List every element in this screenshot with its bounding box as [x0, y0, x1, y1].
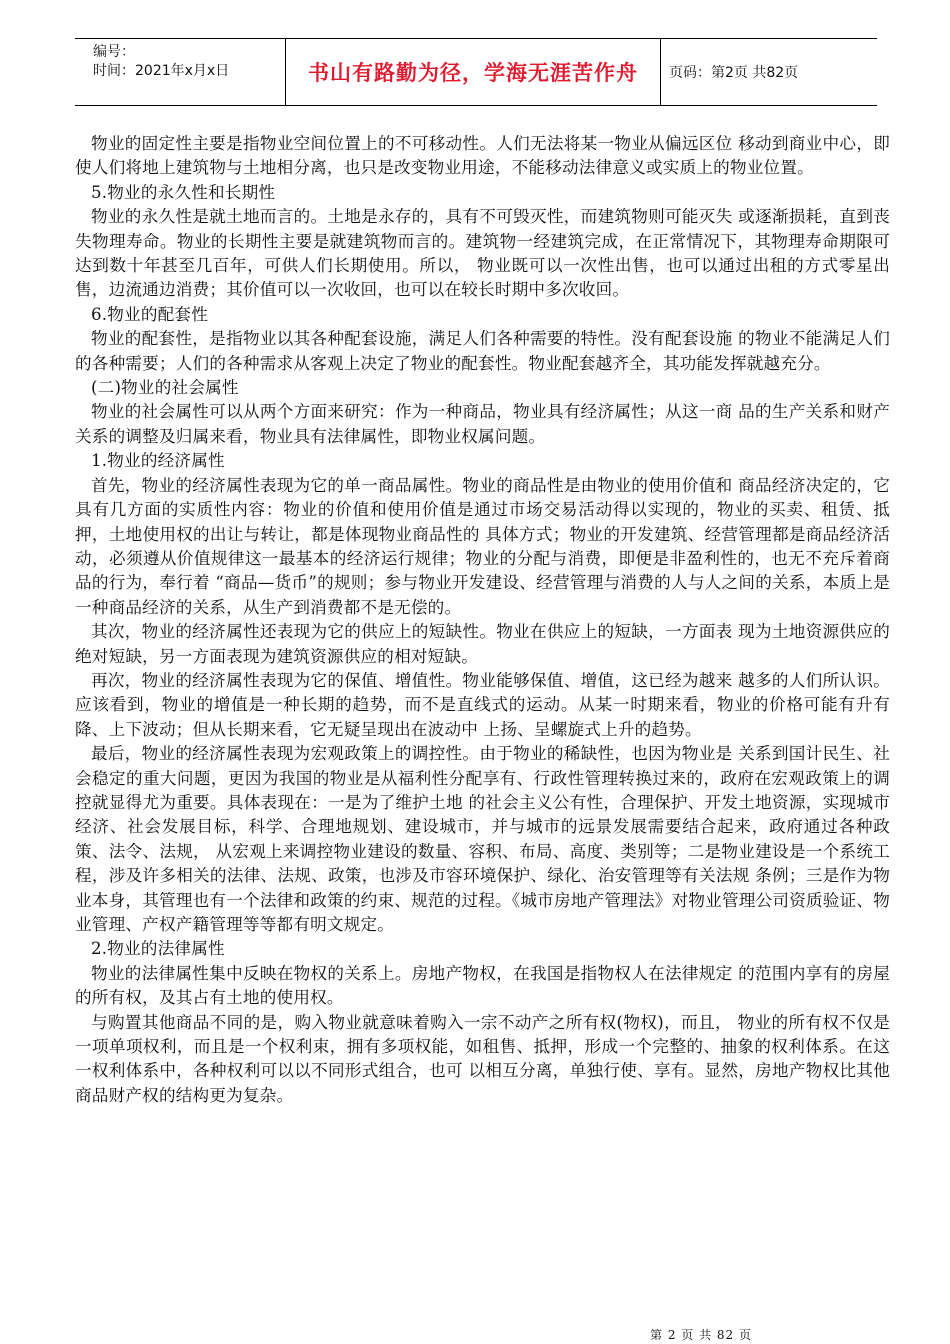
paragraph: 物业的固定性主要是指物业空间位置上的不可移动性。人们无法将某一物业从偏远区位 移动到商业中心，即使人们将地上建筑物与土地相分离，也只是改变物业用途，不能移动法律意义或实质上的物业位置。 [75, 134, 890, 178]
motto: 书山有路勤为径，学海无涯苦作舟 [308, 61, 638, 85]
section-heading: 2.物业的法律属性 [91, 939, 225, 959]
paragraph: 首先，物业的经济属性表现为它的单一商品属性。物业的商品性是由物业的使用价值和 商品经济决定的，它具有几方面的实质性内容：物业的价值和使用价值是通过市场交易活动得以实现的，物业的买卖、租赁、抵押，土地使用权的出让与转让，都是体现物业商品性的 具体方式；物业的开发建筑、经营管理都是商品经济活动，必须遵从价值规律这一最基本的经济运行规律；物业的分配与消费，即便是非盈利性的，也无不充斥着商品的行为，奉行着 “商品—货币”的规则；参与物业开发建设、经营管理与消费的人与人之间的关系，本质上是一种商品经济的关系，从生产到消费都不是无偿的。 [75, 475, 890, 617]
paragraph: 物业的永久性是就土地而言的。土地是永存的，具有不可毁灭性，而建筑物则可能灭失 或逐渐损耗，直到丧失物理寿命。物业的长期性主要是就建筑物而言的。建筑物一经建筑完成，在正常情况下，其物理寿命期限可达到数十年甚至几百年，可供人们长期使用。所以， 物业既可以一次性出售，也可以通过出租的方式零星出售，边流通边消费；其价值可以一次收回，也可以在较长时期中多次收回。 [75, 207, 890, 300]
header-motto-cell [286, 39, 661, 105]
page-header [75, 38, 877, 106]
serial-label: 编号： [93, 44, 135, 60]
page-info: 页码：第2页 共82页 [669, 65, 799, 81]
section-heading: 6.物业的配套性 [91, 304, 208, 324]
paragraph: 物业的法律属性集中反映在物权的关系上。房地产物权，在我国是指物权人在法律规定 的范围内享有的房屋的所有权，及其占有土地的使用权。 [75, 963, 890, 1008]
document-body [75, 132, 890, 1108]
section-heading: 1.物业的经济属性 [91, 451, 225, 471]
paragraph: 物业的配套性，是指物业以其各种配套设施，满足人们各种需要的特性。没有配套设施 的物业不能满足人们的各种需要；人们的各种需求从客观上决定了物业的配套性。物业配套越齐全，其功能发挥就越充分。 [75, 329, 890, 373]
paragraph: 物业的社会属性可以从两个方面来研究：作为一种商品，物业具有经济属性；从这一商 品的生产关系和财产关系的调整及归属来看，物业具有法律属性，即物业权属问题。 [75, 402, 890, 446]
time-label: 时间：2021年x月x日 [93, 63, 230, 79]
section-heading: (二)物业的社会属性 [91, 378, 239, 398]
header-meta [75, 39, 286, 105]
paragraph: 其次，物业的经济属性还表现为它的供应上的短缺性。物业在供应上的短缺，一方面表 现为土地资源供应的绝对短缺，另一方面表现为建筑资源供应的相对短缺。 [75, 622, 890, 666]
paragraph: 与购置其他商品不同的是，购入物业就意味着购入一宗不动产之所有权(物权)，而且， 物业的所有权不仅是一项单项权利，而且是一个权利束，拥有多项权能，如租售、抵押，形成一个完整的、抽象的权利体系。在这一权利体系中，各种权利可以以不同形式组合，也可 以相互分离，单独行使、享有。显然，房地产物权比其他商品财产权的结构更为复杂。 [75, 1012, 890, 1105]
paragraph: 再次，物业的经济属性表现为它的保值、增值性。物业能够保值、增值，这已经为越来 越多的人们所认识。应该看到，物业的增值是一种长期的趋势，而不是直线式的运动。从某一时期来看，物业的价格可能有升有降、上下波动；但从长期来看，它无疑呈现出在波动中 上扬、呈螺旋式上升的趋势。 [75, 670, 890, 739]
page-footer: 第 2 页 共 82 页 [650, 1328, 752, 1342]
paragraph: 最后，物业的经济属性表现为宏观政策上的调控性。由于物业的稀缺性，也因为物业是 关系到国计民生、社会稳定的重大问题，更因为我国的物业是从福利性分配享有、行政性管理转换过来的，政府在宏观政策上的调控就显得尤为重要。具体表现在：一是为了维护土地 的社会主义公有性，合理保护、开发土地资源，实现城市经济、社会发展目标，科学、合理地规划、建设城市，并与城市的远景发展需要结合起来，政府通过各种政策、法令、法规， 从宏观上来调控物业建设的数量、容积、布局、高度、类别等；二是物业建设是一个系统工程，涉及许多相关的法律、法规、政策，也涉及市容环境保护、绿化、治安管理等有关法规 条例；三是作为物业本身，其管理也有一个法律和政策的约束、规范的过程。《城市房地产管理法》对物业管理公司资质验证、物业管理、产权产籍管理等等都有明文规定。 [75, 744, 890, 934]
header-page-info [661, 39, 877, 105]
section-heading: 5.物业的永久性和长期性 [91, 182, 276, 202]
